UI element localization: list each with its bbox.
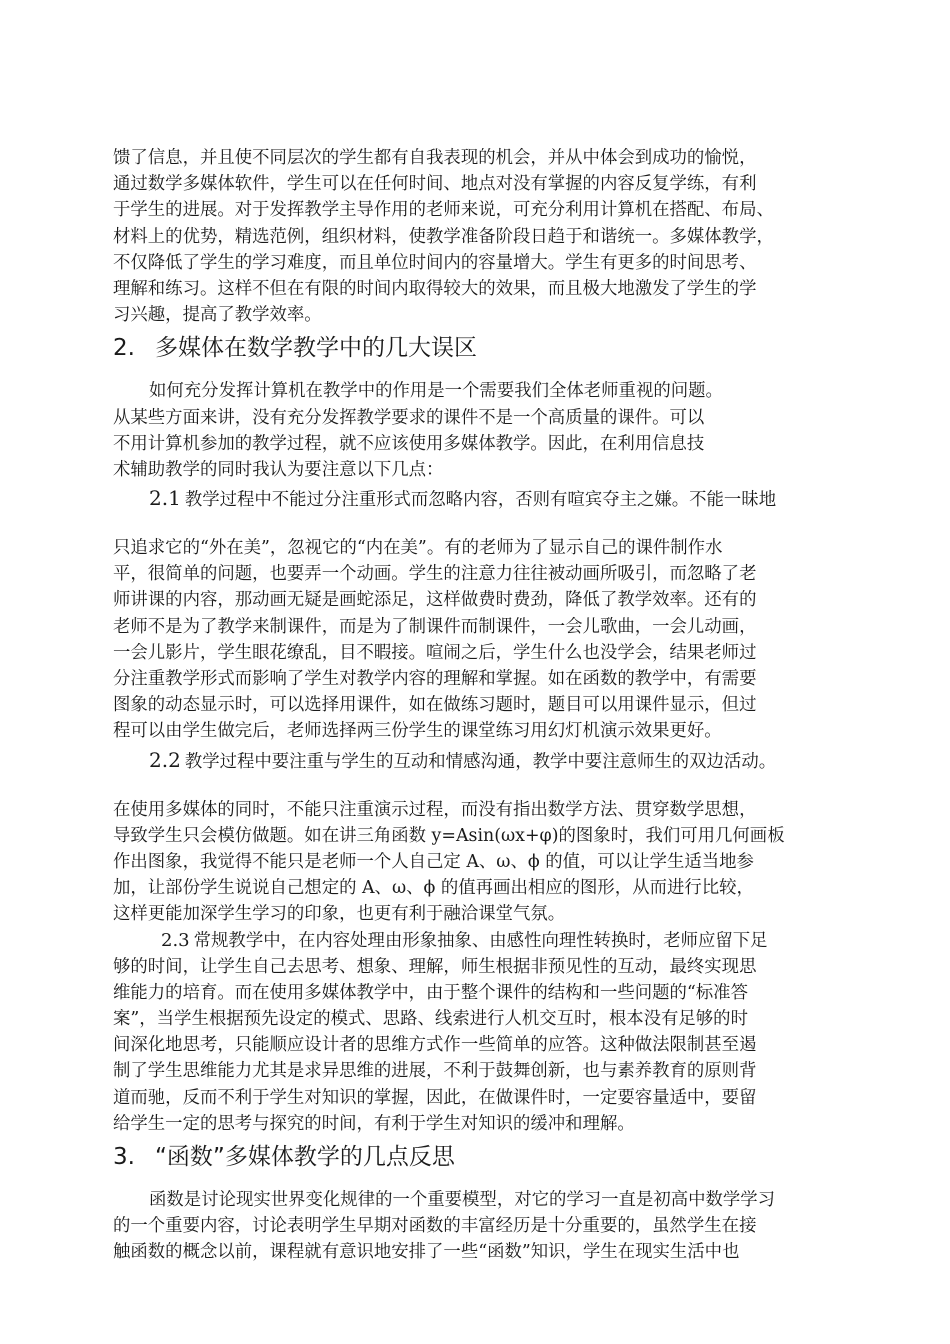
text-line: 材料上的优势，精选范例，组织材料，使教学准备阶段日趋于和谐统一。多媒体教学， <box>113 226 774 247</box>
text-line: 理解和练习。这样不但在有限的时间内取得较大的效果，而且极大地激发了学生的学 <box>113 278 757 299</box>
section-heading-3 <box>113 1139 835 1175</box>
subsection-number: 2.1 <box>149 486 181 511</box>
text-line: 制了学生思维能力尤其是求异思维的进展，不利于鼓舞创新，也与素养教育的原则背 <box>113 1061 757 1082</box>
subsection-2-3-paragraph <box>113 954 835 1137</box>
text-line: 只追求它的“外在美”，忽视它的“内在美”。有的老师为了显示自己的课件制作水 <box>113 538 723 559</box>
text-line: 不仅降低了学生的学习难度，而且单位时间内的容量增大。学生有更多的时间思考、 <box>113 252 757 273</box>
text-line: 作出图象，我觉得不能只是老师一个人自己定 A、ω、ϕ 的值，可以让学生适当地参 <box>113 851 754 872</box>
text-line: 从某些方面来讲，没有充分发挥教学要求的课件不是一个高质量的课件。可以 <box>113 407 705 428</box>
text-line: 图象的动态显示时，可以选择用课件，如在做练习题时，题目可以用课件显示，但过 <box>113 695 757 716</box>
text-line: 导致学生只会模仿做题。如在讲三角函数 y=Asin(ωx+φ)的图象时，我们可用几何画板 <box>113 825 785 846</box>
text-line: 道而驰，反而不利于学生对知识的掌握，因此，在做课件时，一定要容量适中，要留 <box>113 1087 757 1108</box>
subsection-text: 常规教学中，在内容处理由形象抽象、由感性向理性转换时，老师应留下足 <box>193 930 768 951</box>
subsection-number: 2.2 <box>149 747 181 772</box>
text-line: 间深化地思考，只能顺应设计者的思维方式作一些简单的应答。这种做法限制甚至遏 <box>113 1035 757 1056</box>
text-line: 平，很简单的问题，也要弄一个动画。学生的注意力往往被动画所吸引，而忽略了老 <box>113 564 757 585</box>
text-line: 习兴趣，提高了教学效率。 <box>113 305 322 326</box>
text-line: 维能力的培育。而在使用多媒体教学中，由于整个课件的结构和一些问题的“标准答 <box>113 982 748 1003</box>
section-2-paragraph <box>113 378 835 483</box>
text-line: 分注重教学形式而影响了学生对教学内容的理解和掌握。如在函数的教学中，有需要 <box>113 669 757 689</box>
subsection-number: 2.3 <box>161 929 190 951</box>
text-line: 的一个重要内容，讨论表明学生早期对函数的丰富经历是十分重要的，虽然学生在接 <box>113 1216 757 1237</box>
section-heading-2 <box>113 330 835 366</box>
section-title: “函数”多媒体教学的几点反思 <box>155 1144 455 1170</box>
text-line: 函数是讨论现实世界变化规律的一个重要模型，对它的学习一直是初高中数学学习 <box>149 1190 776 1210</box>
text-line: 不用计算机参加的教学过程，就不应该使用多媒体教学。因此，在利用信息技 <box>113 433 705 454</box>
subsection-2-1 <box>113 483 835 513</box>
text-line: 给学生一定的思考与探究的时间，有利于学生对知识的缓冲和理解。 <box>113 1113 635 1134</box>
text-line: 如何充分发挥计算机在教学中的作用是一个需要我们全体老师重视的问题。 <box>149 381 723 402</box>
subsection-2-3 <box>113 928 835 954</box>
text-line: 够的时间，让学生自己去思考、想象、理解，师生根据非预见性的互动，最终实现思 <box>113 956 757 977</box>
text-line: 于学生的进展。对于发挥教学主导作用的老师来说，可充分利用计算机在搭配、布局、 <box>113 200 774 221</box>
text-line: 案”，当学生根据预先设定的模式、思路、线索进行人机交互时，根本没有足够的时 <box>113 1009 748 1030</box>
subsection-2-2-paragraph <box>113 797 835 928</box>
subsection-2-2 <box>113 745 835 775</box>
text-line: 程可以由学生做完后，老师选择两三份学生的课堂练习用幻灯机演示效果更好。 <box>113 721 722 742</box>
text-line: 在使用多媒体的同时，不能只注重演示过程，而没有指出数学方法、贯穿数学思想， <box>113 799 757 820</box>
subsection-text: 教学过程中不能过分注重形式而忽略内容，否则有喧宾夺主之嫌。不能一昧地 <box>184 490 777 511</box>
text-line: 术辅助教学的同时我认为要注意以下几点： <box>113 459 444 480</box>
document-page <box>113 145 835 1266</box>
text-line: 一会儿影片，学生眼花缭乱，目不暇接。喧闹之后，学生什么也没学会，结果老师过 <box>113 642 757 663</box>
text-line: 馈了信息，并且使不同层次的学生都有自我表现的机会，并从中体会到成功的愉悦， <box>113 148 757 168</box>
subsection-text: 教学过程中要注重与学生的互动和情感沟通，教学中要注意师生的双边活动。 <box>184 751 777 772</box>
text-line: 老师不是为了教学来制课件，而是为了制课件而制课件，一会儿歌曲，一会儿动画， <box>113 616 757 637</box>
section-3-paragraph <box>113 1187 835 1266</box>
section-number: 3. <box>113 1144 135 1170</box>
text-line: 触函数的概念以前，课程就有意识地安排了一些“函数”知识，学生在现实生活中也 <box>113 1242 740 1263</box>
subsection-2-1-paragraph <box>113 535 835 745</box>
text-line: 加，让部份学生说说自己想定的 A、ω、ϕ 的值再画出相应的图形，从而进行比较， <box>113 878 754 899</box>
text-line: 师讲课的内容，那动画无疑是画蛇添足，这样做费时费劲，降低了教学效率。还有的 <box>113 590 757 611</box>
intro-paragraph <box>113 145 835 328</box>
section-number: 2. <box>113 335 135 362</box>
text-line: 通过数学多媒体软件，学生可以在任何时间、地点对没有掌握的内容反复学练，有利 <box>113 174 757 195</box>
section-title: 多媒体在数学教学中的几大误区 <box>155 335 477 362</box>
text-line: 这样更能加深学生学习的印象，也更有利于融洽课堂气氛。 <box>113 904 566 925</box>
